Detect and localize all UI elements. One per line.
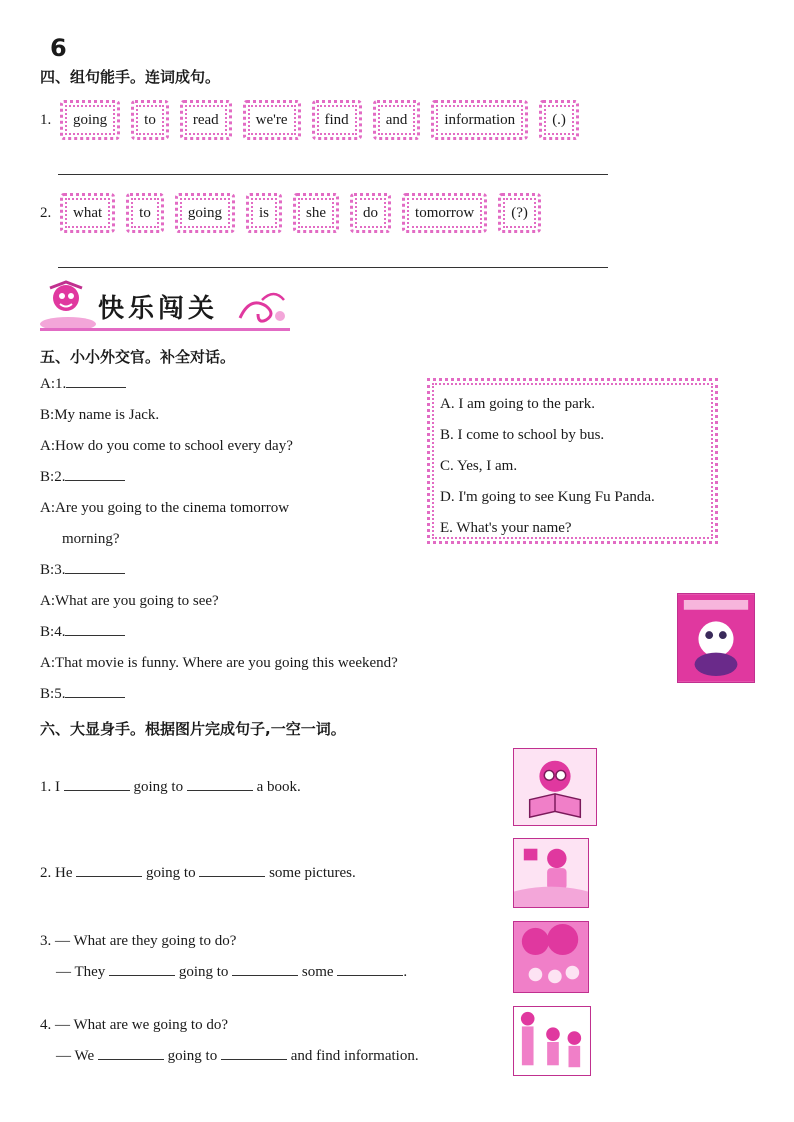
word-card: tomorrow bbox=[402, 193, 487, 233]
banner-title: 快乐闯关 bbox=[98, 294, 219, 324]
sentence-line bbox=[56, 1048, 419, 1065]
sentence-part: They bbox=[74, 964, 106, 980]
speaker-label: B: bbox=[40, 407, 55, 423]
answer-line[interactable] bbox=[58, 267, 608, 268]
question-text: What are we going to do? bbox=[73, 1017, 229, 1033]
sentence-part: I bbox=[55, 779, 60, 795]
dialog-text: My name is Jack. bbox=[54, 407, 160, 423]
answer-blank[interactable] bbox=[337, 975, 403, 976]
answer-blank[interactable] bbox=[64, 790, 130, 791]
answer-blank[interactable] bbox=[65, 635, 125, 636]
dialog-text: That movie is funny. Where are you going this weekend? bbox=[55, 655, 398, 671]
cartoon-boy-icon bbox=[38, 278, 98, 332]
sentence-line bbox=[40, 779, 301, 796]
question-number: 4. bbox=[40, 1017, 52, 1033]
speaker-label: A: bbox=[40, 593, 55, 609]
section6-title: 六、大显身手。根据图片完成句子,一空一词。 bbox=[40, 720, 346, 738]
dialog-line bbox=[40, 500, 289, 517]
speaker-label: A: bbox=[40, 376, 55, 392]
answer-line[interactable] bbox=[58, 174, 608, 175]
option-item: E. What's your name? bbox=[440, 520, 572, 536]
sentence-part: going to bbox=[167, 1048, 218, 1064]
sentence-line bbox=[40, 865, 356, 882]
answer-blank[interactable] bbox=[65, 573, 125, 574]
family-group-image bbox=[513, 1006, 591, 1076]
dialog-text: 2. bbox=[54, 469, 66, 485]
children-planting-image bbox=[513, 921, 589, 993]
section5-title: 五、小小外交官。补全对话。 bbox=[40, 348, 236, 366]
answer-blank[interactable] bbox=[109, 975, 175, 976]
sentence-line bbox=[56, 964, 407, 981]
question-number: 2. bbox=[40, 865, 52, 881]
option-item: B. I come to school by bus. bbox=[440, 427, 605, 443]
sentence-part: and find information. bbox=[290, 1048, 419, 1064]
question-number: 1. bbox=[40, 779, 52, 795]
answer-blank[interactable] bbox=[187, 790, 253, 791]
sentence-part: some pictures. bbox=[269, 865, 356, 881]
dialog-text: morning? bbox=[62, 531, 120, 547]
sentence-part: some bbox=[301, 964, 334, 980]
dialog-text: What are you going to see? bbox=[55, 593, 219, 609]
word-card: information bbox=[431, 100, 528, 140]
option-item: A. I am going to the park. bbox=[440, 396, 595, 412]
sentence-line bbox=[40, 1017, 228, 1034]
section4-title: 四、组句能手。连词成句。 bbox=[40, 68, 221, 86]
dialog-text: 3. bbox=[54, 562, 66, 578]
word-card: is bbox=[246, 193, 282, 233]
word-card: going bbox=[175, 193, 235, 233]
dialog-line bbox=[40, 376, 126, 393]
page-number: 6 bbox=[50, 34, 67, 62]
sentence-part: We bbox=[74, 1048, 95, 1064]
answer-blank[interactable] bbox=[66, 387, 126, 388]
dash: — bbox=[55, 933, 70, 949]
dialog-line bbox=[62, 531, 120, 548]
option-item: C. Yes, I am. bbox=[440, 458, 518, 474]
speaker-label: B: bbox=[40, 624, 55, 640]
speaker-label: A: bbox=[40, 500, 55, 516]
answer-blank[interactable] bbox=[221, 1059, 287, 1060]
word-card: to bbox=[126, 193, 164, 233]
dialog-line bbox=[40, 593, 219, 610]
sentence-part: . bbox=[403, 964, 408, 980]
answer-blank[interactable] bbox=[232, 975, 298, 976]
word-card: and bbox=[373, 100, 421, 140]
section4-q2-row bbox=[40, 193, 552, 233]
dialog-line bbox=[40, 562, 125, 579]
sentence-part: going to bbox=[133, 779, 184, 795]
word-card: we're bbox=[243, 100, 301, 140]
drawing-boy-image bbox=[513, 838, 589, 908]
answer-blank[interactable] bbox=[65, 697, 125, 698]
reading-girl-image bbox=[513, 748, 597, 826]
answer-blank[interactable] bbox=[65, 480, 125, 481]
sentence-part: going to bbox=[146, 865, 196, 881]
q2-number: 2. bbox=[40, 204, 52, 221]
dialog-line bbox=[40, 655, 398, 672]
dialog-line bbox=[40, 624, 125, 641]
dialog-text: Are you going to the cinema tomorrow bbox=[55, 500, 290, 516]
sentence-part: He bbox=[55, 865, 73, 881]
dialog-line bbox=[40, 686, 125, 703]
dialog-text: How do you come to school every day? bbox=[55, 438, 293, 454]
banner-underline bbox=[40, 328, 290, 331]
sentence-part: a book. bbox=[256, 779, 301, 795]
sentence-part: going to bbox=[178, 964, 229, 980]
question-number: 3. bbox=[40, 933, 52, 949]
dialog-line bbox=[40, 407, 159, 424]
speaker-label: A: bbox=[40, 438, 55, 454]
movie-poster-image bbox=[677, 593, 755, 683]
word-card: do bbox=[350, 193, 391, 233]
word-card: what bbox=[60, 193, 115, 233]
word-card: she bbox=[293, 193, 339, 233]
dash: — bbox=[55, 1017, 70, 1033]
dialog-text: 4. bbox=[54, 624, 66, 640]
word-card: (.) bbox=[539, 100, 579, 140]
speaker-label: B: bbox=[40, 469, 55, 485]
option-item: D. I'm going to see Kung Fu Panda. bbox=[440, 489, 655, 505]
answer-blank[interactable] bbox=[199, 876, 265, 877]
word-card: find bbox=[312, 100, 362, 140]
options-box bbox=[427, 378, 718, 544]
word-card: read bbox=[180, 100, 232, 140]
dash: — bbox=[56, 964, 71, 980]
dialog-line bbox=[40, 438, 293, 455]
sentence-line bbox=[40, 933, 236, 950]
word-card: going bbox=[60, 100, 120, 140]
speaker-label: B: bbox=[40, 562, 55, 578]
dialog-text: 1. bbox=[55, 376, 67, 392]
word-card: (?) bbox=[498, 193, 541, 233]
speaker-label: B: bbox=[40, 686, 55, 702]
speaker-label: A: bbox=[40, 655, 55, 671]
dash: — bbox=[56, 1048, 71, 1064]
word-card: to bbox=[131, 100, 169, 140]
swirl-ornament-icon bbox=[236, 288, 288, 330]
dialog-text: 5. bbox=[54, 686, 66, 702]
q1-number: 1. bbox=[40, 111, 52, 128]
answer-blank[interactable] bbox=[76, 876, 142, 877]
dialog-line bbox=[40, 469, 125, 486]
question-text: What are they going to do? bbox=[73, 933, 237, 949]
answer-blank[interactable] bbox=[98, 1059, 164, 1060]
section4-q1-row bbox=[40, 100, 590, 140]
